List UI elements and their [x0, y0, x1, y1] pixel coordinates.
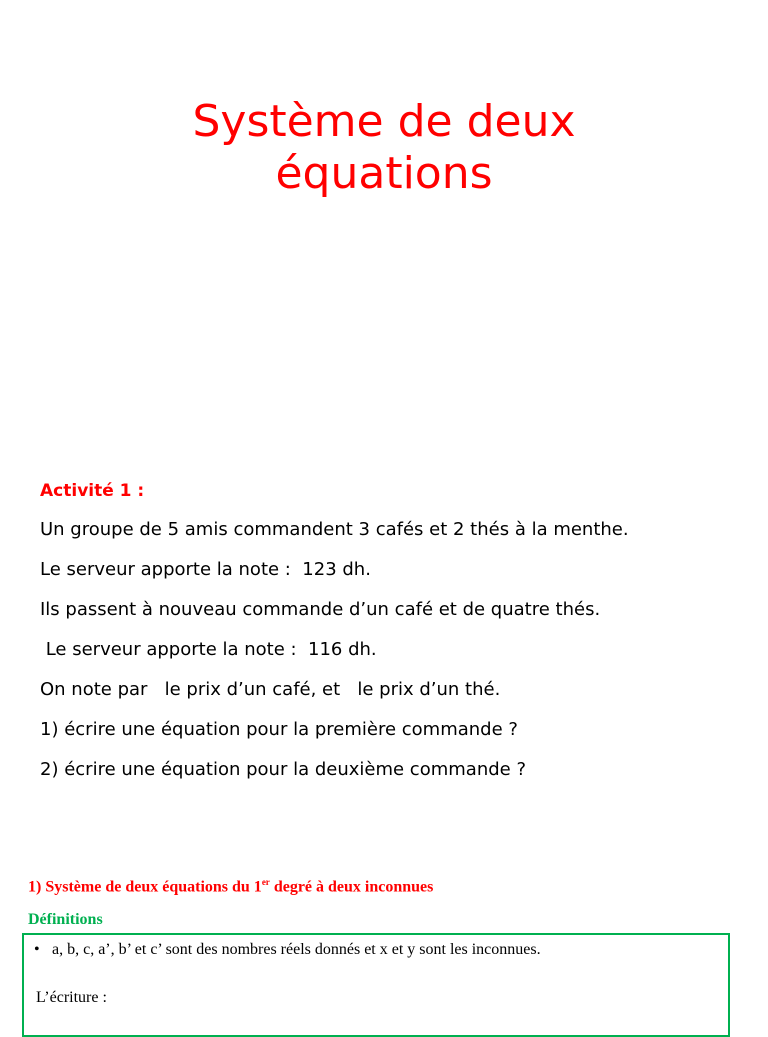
title-line-1: Système de deux — [192, 96, 576, 147]
section-heading — [28, 877, 433, 896]
activity-line: Un groupe de 5 amis commandent 3 cafés et 2 thés à la menthe. — [40, 519, 629, 540]
activity-line: Ils passent à nouveau commande d’un café et de quatre thés. — [40, 599, 601, 620]
page-title — [0, 96, 768, 200]
activity-heading: Activité 1 : — [40, 481, 145, 501]
section-superscript: er — [261, 877, 270, 887]
bullet-icon: • — [34, 941, 40, 958]
definition-box — [22, 933, 730, 1037]
activity-line: Le serveur apporte la note : 123 dh. — [40, 559, 371, 580]
activity-line: Le serveur apporte la note : 116 dh. — [40, 639, 377, 660]
activity-block — [40, 478, 740, 798]
title-line-2: équations — [275, 148, 493, 199]
definition-bullet-text: a, b, c, a’, b’ et c’ sont des nombres réels donnés et x et y sont les inconnues. — [52, 941, 541, 958]
section-text-before: 1) Système de deux équations du 1 — [28, 878, 262, 896]
ecriture-label: L’écriture : — [36, 989, 107, 1006]
activity-line: On note par le prix d’un café, et le prix d’un thé. — [40, 679, 501, 700]
activity-question-2: 2) écrire une équation pour la deuxième commande ? — [40, 759, 526, 780]
definition-bullet — [34, 941, 541, 959]
activity-question-1: 1) écrire une équation pour la première commande ? — [40, 719, 518, 740]
definitions-label: Définitions — [28, 911, 103, 928]
section-text-after: degré à deux inconnues — [269, 878, 434, 896]
